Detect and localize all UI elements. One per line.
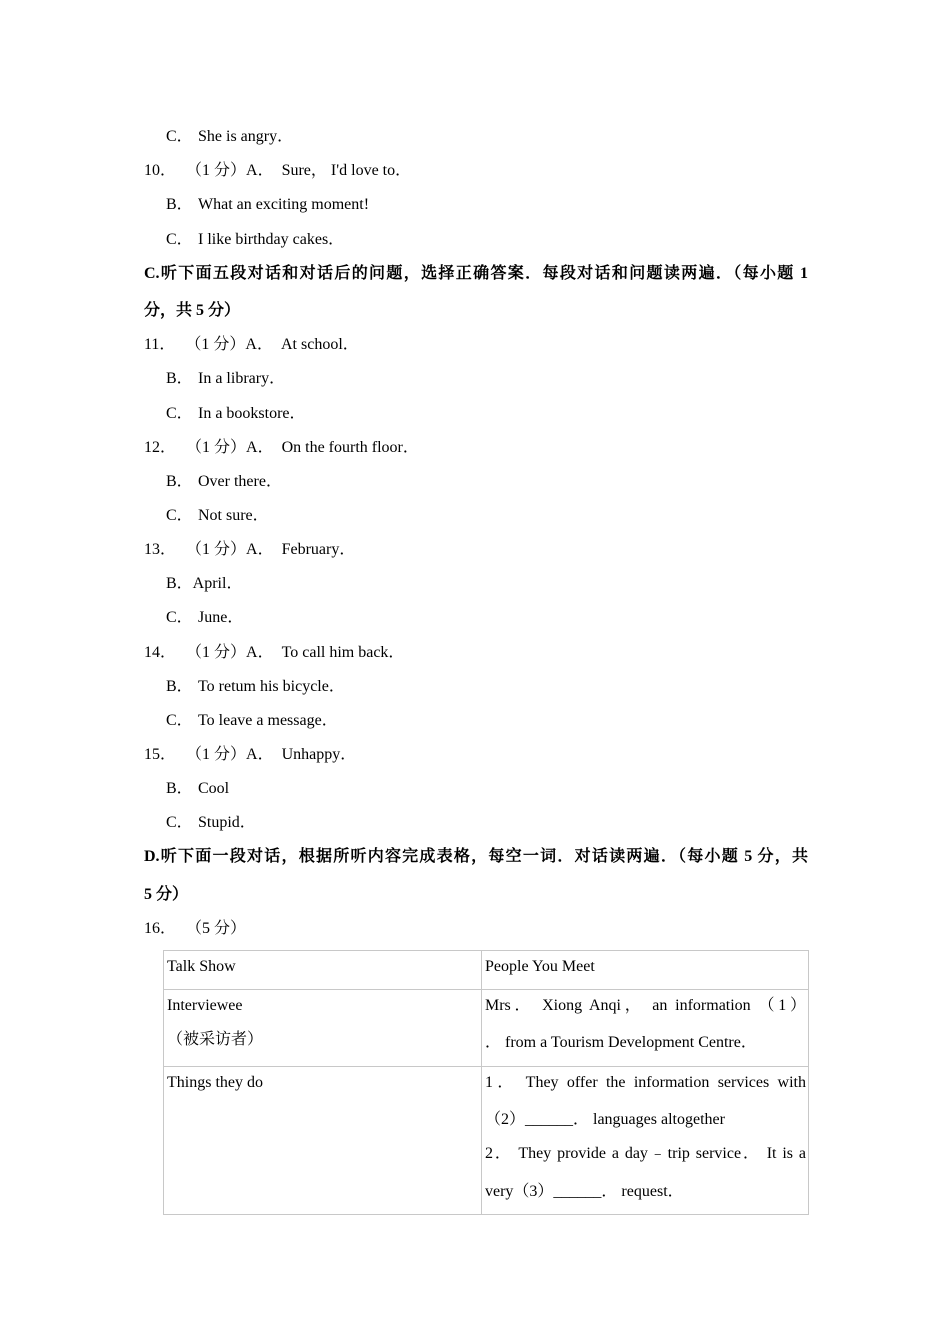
table-cell: Things they do <box>164 1067 482 1215</box>
question-score: （1 分）A． <box>186 162 274 179</box>
question-score: （1 分）A． <box>186 644 274 661</box>
table-cell: Interviewee （被采访者） <box>164 990 482 1067</box>
section-d-heading-line1: D.听下面一段对话，根据所听内容完成表格，每空一词．对话读两遍．（每小题 5 分，共 <box>144 848 808 865</box>
q10-option-b: B． What an exciting moment! <box>166 196 370 213</box>
q14-option-b: B． To retum his bicycle． <box>166 678 345 695</box>
table-cell: People You Meet <box>482 951 809 990</box>
q13-option-c: C． June． <box>166 609 244 626</box>
q12-option-a: 12． （1 分）A． On the fourth floor． <box>144 439 419 456</box>
q10-option-c: C． I like birthday cakes． <box>166 231 345 248</box>
question-number: 16． <box>144 920 177 937</box>
q9-option-c: C． She is angry． <box>166 128 294 145</box>
q15-option-c: C． Stupid． <box>166 814 256 831</box>
q14-option-c: C． To leave a message． <box>166 712 338 729</box>
question-score: （1 分）A． <box>186 541 274 558</box>
q13-option-b: B．April． <box>166 575 243 592</box>
q13-option-a: 13． （1 分）A． February． <box>144 541 356 558</box>
q10-option-a: 10． （1 分）A． Sure， I'd love to． <box>144 162 412 179</box>
section-c-heading-line1: C.听下面五段对话和对话后的问题，选择正确答案．每段对话和问题读两遍．（每小题 1 <box>144 265 808 282</box>
q14-option-a: 14． （1 分）A． To call him back． <box>144 644 405 661</box>
answer-table <box>163 950 809 1215</box>
section-d-heading-line2: 5 分） <box>144 886 189 903</box>
question-number: 12． <box>144 439 177 456</box>
section-c-heading-line2: 分，共 5 分） <box>144 302 241 319</box>
q11-option-b: B． In a library． <box>166 370 286 387</box>
q11-option-c: C． In a bookstore． <box>166 405 306 422</box>
question-score: （1 分）A． <box>186 439 274 456</box>
q12-option-c: C． Not sure． <box>166 507 269 524</box>
table-row <box>164 990 809 1067</box>
q15-option-b: B． Cool <box>166 780 230 797</box>
question-score: （1 分）A． <box>186 746 274 763</box>
q15-option-a: 15． （1 分）A． Unhappy． <box>144 746 357 763</box>
question-score: （5 分） <box>186 920 247 937</box>
question-score: （1 分）A． <box>185 336 273 353</box>
question-number: 13． <box>144 541 177 558</box>
q16-header <box>144 919 246 939</box>
q12-option-b: B． Over there． <box>166 473 282 490</box>
table-cell: Talk Show <box>164 951 482 990</box>
q11-option-a: 11． （1 分）A． At school． <box>144 336 359 353</box>
table-cell: 1． They offer the information services with （2）______． languages altogether 2． They provide a day﹣trip service． It is a very（3）______． request． <box>482 1067 809 1215</box>
question-number: 15． <box>144 746 177 763</box>
question-number: 10． <box>144 162 177 179</box>
table-row <box>164 1067 809 1215</box>
question-number: 11． <box>144 336 176 353</box>
table-row <box>164 951 809 990</box>
table-cell: Mrs． Xiong Anqi， an information （1） ． from a Tourism Development Centre． <box>482 990 809 1067</box>
question-number: 14． <box>144 644 177 661</box>
